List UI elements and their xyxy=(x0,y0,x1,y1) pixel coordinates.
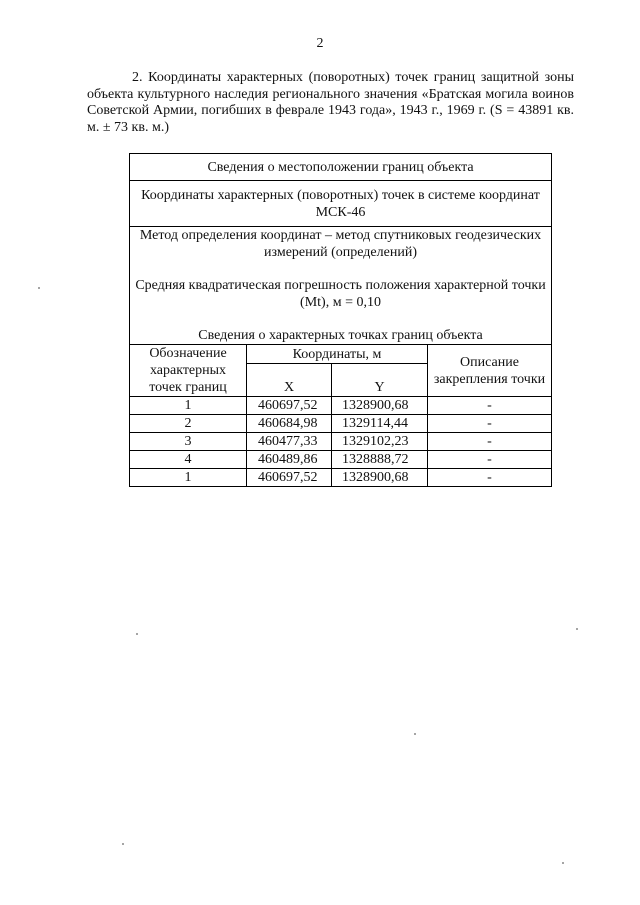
points-info-text: Сведения о характерных точках границ объекта xyxy=(198,328,483,343)
description-header: Описание закрепления точки xyxy=(428,345,552,397)
scan-speck xyxy=(562,862,564,864)
scan-speck xyxy=(576,628,578,630)
error-text: Средняя квадратическая погрешность положения характерной точки (Mt), м = 0,10 xyxy=(135,278,546,310)
scan-speck xyxy=(414,733,416,735)
description-cell: - xyxy=(428,415,552,433)
point-cell: 4 xyxy=(130,451,247,469)
y-cell: 1328900,68 xyxy=(332,469,428,487)
point-cell: 3 xyxy=(130,433,247,451)
y-cell: 1329114,44 xyxy=(332,415,428,433)
x-cell: 460489,86 xyxy=(247,451,332,469)
coordinate-system-row xyxy=(130,181,552,227)
method-cell xyxy=(130,227,552,345)
x-cell: 460697,52 xyxy=(247,469,332,487)
description-cell: - xyxy=(428,433,552,451)
x-cell: 460477,33 xyxy=(247,433,332,451)
description-cell: - xyxy=(428,451,552,469)
scan-speck xyxy=(136,633,138,635)
coordinates-header: Координаты, м xyxy=(247,345,428,364)
page-number: 2 xyxy=(316,36,324,51)
table-row xyxy=(130,469,552,487)
table-row xyxy=(130,433,552,451)
point-cell: 1 xyxy=(130,469,247,487)
designation-header: Обозначение характерных точек границ xyxy=(130,345,247,397)
x-cell: 460697,52 xyxy=(247,397,332,415)
x-cell: 460684,98 xyxy=(247,415,332,433)
y-header: Y xyxy=(332,364,428,397)
method-row xyxy=(130,227,552,345)
y-cell: 1328900,68 xyxy=(332,397,428,415)
point-cell: 1 xyxy=(130,397,247,415)
scan-speck xyxy=(122,843,124,845)
description-cell: - xyxy=(428,469,552,487)
point-cell: 2 xyxy=(130,415,247,433)
table-title-row xyxy=(130,154,552,181)
description-cell: - xyxy=(428,397,552,415)
intro-paragraph: 2. Координаты характерных (поворотных) точек границ защитной зоны объекта культурного наследия регионального значения «Братская могила воинов Советской Армии, погибших в феврале 1943 года», 1943 г., 1969 г. (S = 43891 кв. м. ± 73 кв. м.) xyxy=(87,70,574,135)
table-title: Сведения о местоположении границ объекта xyxy=(130,154,552,181)
table-row xyxy=(130,415,552,433)
y-cell: 1329102,23 xyxy=(332,433,428,451)
table-row xyxy=(130,397,552,415)
coordinate-system: Координаты характерных (поворотных) точек в системе координат МСК-46 xyxy=(130,181,552,227)
coordinates-table xyxy=(129,153,552,487)
table-row xyxy=(130,451,552,469)
header-row xyxy=(130,345,552,364)
x-header: X xyxy=(247,364,332,397)
scan-speck xyxy=(38,287,40,289)
y-cell: 1328888,72 xyxy=(332,451,428,469)
method-text: Метод определения координат – метод спутниковых геодезических измерений (определений) xyxy=(139,228,542,260)
